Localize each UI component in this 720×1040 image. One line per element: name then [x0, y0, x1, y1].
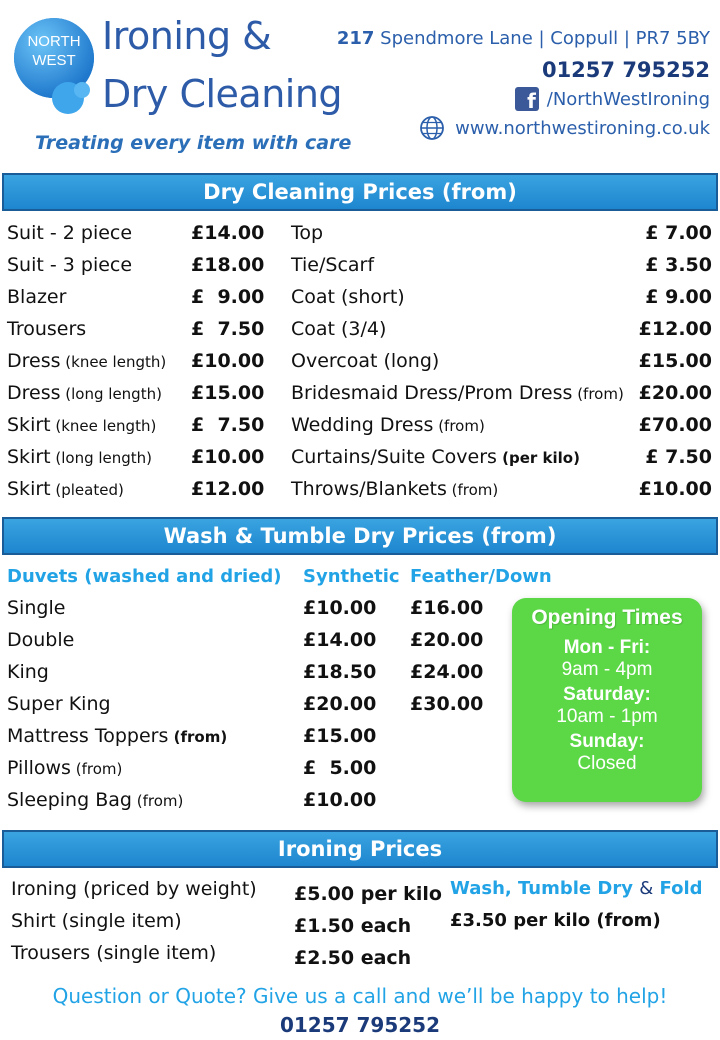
ironing-item: Trousers (single item): [11, 942, 217, 964]
feather-price: £30.00: [410, 693, 484, 715]
dry-cleaning-row: [291, 446, 580, 468]
item-price: £15.00: [638, 350, 712, 372]
footer-question: Question or Quote? Give us a call and we’ll be happy to help!: [52, 984, 668, 1008]
dry-cleaning-row: [7, 318, 86, 340]
address-number: 217: [336, 28, 375, 49]
item-price: £15.00: [191, 382, 265, 404]
globe-icon: [419, 115, 445, 141]
synthetic-price: £10.00: [303, 597, 377, 619]
item-name: Blazer: [7, 286, 67, 308]
item-name: Mattress Toppers: [7, 725, 169, 747]
address: [337, 28, 710, 49]
item-name: Pillows: [7, 757, 71, 779]
brand-title-line-1: Ironing &: [102, 14, 272, 58]
item-price: £ 7.00: [645, 222, 712, 244]
item-note: (long length): [60, 385, 162, 403]
wash-tumble-fold-price: £3.50 per kilo (from): [450, 910, 661, 931]
wash-row: [7, 629, 74, 651]
wash-row: [7, 725, 227, 747]
item-note-bold: (per kilo): [496, 449, 580, 467]
brand-title-line-2: Dry Cleaning: [102, 72, 343, 116]
item-price: £10.00: [638, 478, 712, 500]
sunday-hours: Closed: [577, 753, 637, 774]
dry-cleaning-row: [291, 222, 323, 244]
synthetic-column-header: Synthetic: [303, 566, 400, 587]
item-name: Super King: [7, 693, 111, 715]
item-name: Curtains/Suite Covers: [291, 446, 497, 468]
weekday-label: Mon - Fri:: [563, 637, 651, 658]
item-name: Coat (short): [291, 286, 405, 308]
wash-row: [7, 693, 111, 715]
dry-cleaning-row: [7, 286, 66, 308]
wash-tumble-header: Wash & Tumble Dry Prices (from): [2, 517, 718, 555]
item-note: (from): [446, 481, 499, 499]
item-note: (from): [572, 385, 624, 403]
ironing-header: Ironing Prices: [2, 830, 718, 868]
item-name: Skirt: [7, 414, 51, 436]
wtf-ampersand: &: [639, 878, 654, 899]
item-name: Double: [7, 629, 75, 651]
item-note-bold: (from): [168, 728, 228, 746]
item-price: £ 7.50: [645, 446, 712, 468]
item-name: Bridesmaid Dress/Prom Dress: [291, 382, 573, 404]
facebook-handle[interactable]: /NorthWestIroning: [546, 88, 710, 110]
item-price: £18.00: [191, 254, 265, 276]
item-name: Dress: [7, 350, 61, 372]
header-phone[interactable]: 01257 795252: [541, 58, 710, 82]
item-price: £12.00: [191, 478, 265, 500]
wash-tumble-fold-title: [450, 878, 703, 899]
item-name: Coat (3/4): [291, 318, 387, 340]
synthetic-price: £14.00: [303, 629, 377, 651]
item-name: Throws/Blankets: [291, 478, 447, 500]
wash-row: [7, 597, 65, 619]
item-name: Trousers: [7, 318, 87, 340]
saturday-label: Saturday:: [563, 684, 651, 705]
item-note: (knee length): [60, 353, 167, 371]
ironing-item: Ironing (priced by weight): [11, 878, 257, 900]
item-name: Suit - 2 piece: [7, 222, 133, 244]
address-street: Spendmore Lane | Coppull | PR7 5BY: [374, 28, 710, 49]
synthetic-price: £ 5.00: [303, 757, 377, 779]
wtf-title-part-2: Fold: [653, 878, 703, 899]
item-note: (pleated): [50, 481, 124, 499]
dry-cleaning-row: [7, 414, 156, 436]
saturday-hours: 10am - 1pm: [556, 706, 658, 727]
logo-line-2: WEST: [32, 52, 76, 69]
dry-cleaning-row: [7, 222, 132, 244]
item-name: King: [7, 661, 49, 683]
feather-price: £20.00: [410, 629, 484, 651]
north-west-logo: [10, 10, 98, 120]
footer-phone[interactable]: 01257 795252: [279, 1013, 441, 1037]
item-price: £ 3.50: [645, 254, 712, 276]
wash-row: [7, 789, 183, 811]
item-price: £10.00: [191, 350, 265, 372]
facebook-icon: f: [515, 87, 539, 111]
logo-line-1: NORTH: [27, 33, 81, 50]
synthetic-price: £20.00: [303, 693, 377, 715]
ironing-price: £1.50 each: [294, 915, 412, 937]
dry-cleaning-row: [7, 254, 132, 276]
website-url[interactable]: www.northwestironing.co.uk: [455, 117, 710, 139]
item-name: Skirt: [7, 478, 51, 500]
website-link[interactable]: [419, 115, 710, 141]
opening-times-box: [512, 598, 702, 802]
feather-column-header: Feather/Down: [410, 566, 552, 587]
synthetic-price: £10.00: [303, 789, 377, 811]
dry-cleaning-row: [7, 446, 152, 468]
item-price: £ 7.50: [191, 318, 265, 340]
item-price: £ 7.50: [191, 414, 265, 436]
item-note: (from): [131, 792, 184, 810]
dry-cleaning-row: [7, 382, 162, 404]
dry-cleaning-row: [291, 318, 386, 340]
item-price: £70.00: [638, 414, 712, 436]
ironing-item: Shirt (single item): [11, 910, 182, 932]
dry-cleaning-row: [291, 414, 485, 436]
duvets-column-header: Duvets (washed and dried): [7, 566, 282, 587]
item-note: (from): [70, 760, 123, 778]
wash-row: [7, 757, 122, 779]
dry-cleaning-row: [291, 286, 405, 308]
dry-cleaning-row: [291, 254, 374, 276]
dry-cleaning-row: [291, 350, 439, 372]
tagline: Treating every item with care: [35, 132, 352, 154]
dry-cleaning-row: [7, 478, 124, 500]
dry-cleaning-row: [291, 478, 498, 500]
item-price: £10.00: [191, 446, 265, 468]
facebook-link[interactable]: [515, 87, 710, 111]
synthetic-price: £15.00: [303, 725, 377, 747]
item-name: Top: [291, 222, 324, 244]
item-name: Sleeping Bag: [7, 789, 132, 811]
item-name: Skirt: [7, 446, 51, 468]
opening-times-title: Opening Times: [531, 606, 683, 629]
feather-price: £16.00: [410, 597, 484, 619]
dry-cleaning-header: Dry Cleaning Prices (from): [2, 173, 718, 211]
item-price: £ 9.00: [191, 286, 265, 308]
item-name: Wedding Dress: [291, 414, 434, 436]
item-price: £14.00: [191, 222, 265, 244]
item-price: £ 9.00: [645, 286, 712, 308]
item-name: Single: [7, 597, 66, 619]
item-name: Tie/Scarf: [291, 254, 375, 276]
item-name: Overcoat (long): [291, 350, 440, 372]
item-name: Suit - 3 piece: [7, 254, 133, 276]
feather-price: £24.00: [410, 661, 484, 683]
item-note: (long length): [50, 449, 153, 467]
wtf-title-part-1: Wash, Tumble Dry: [450, 878, 640, 899]
item-note: (from): [433, 417, 485, 435]
dry-cleaning-row: [7, 350, 166, 372]
item-price: £20.00: [638, 382, 712, 404]
ironing-price: £2.50 each: [294, 947, 412, 969]
synthetic-price: £18.50: [303, 661, 377, 683]
weekday-hours: 9am - 4pm: [561, 659, 653, 680]
ironing-price: £5.00 per kilo: [294, 883, 442, 905]
dry-cleaning-row: [291, 382, 624, 404]
item-note: (knee length): [50, 417, 157, 435]
item-price: £12.00: [638, 318, 712, 340]
wash-row: [7, 661, 49, 683]
item-name: Dress: [7, 382, 61, 404]
sunday-label: Sunday:: [569, 731, 645, 752]
